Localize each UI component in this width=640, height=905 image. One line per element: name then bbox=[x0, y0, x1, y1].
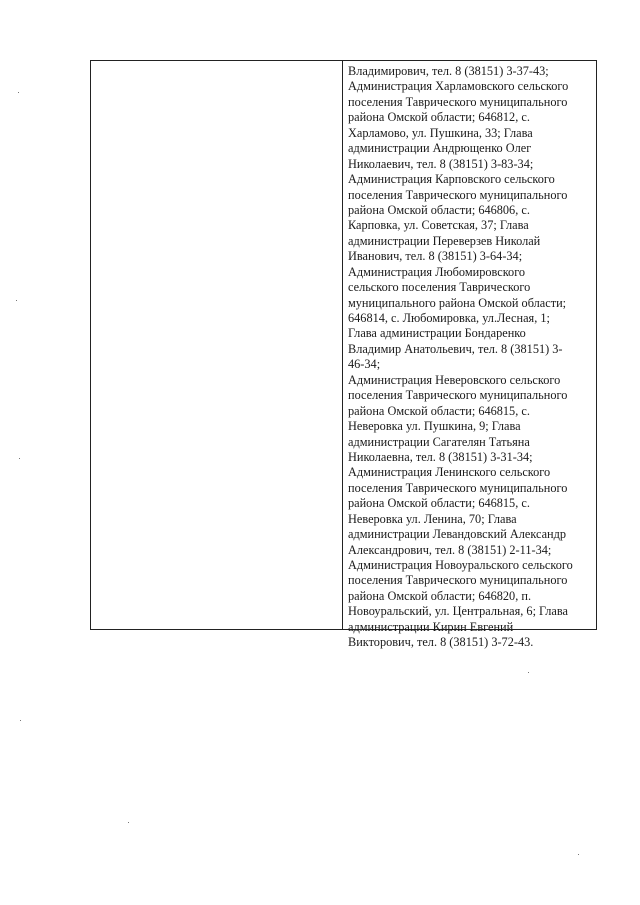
text-line: поселения Таврического муниципального bbox=[348, 94, 568, 109]
text-line: 46-34; bbox=[348, 357, 381, 372]
text-line: администрации Сагателян Татьяна bbox=[348, 434, 530, 449]
scan-speck bbox=[578, 854, 579, 855]
text-line: поселения Таврического муниципального bbox=[348, 388, 568, 403]
text-line: Администрация Ленинского сельского bbox=[348, 465, 551, 480]
text-line: 646814, с. Любомировка, ул.Лесная, 1; bbox=[348, 311, 550, 325]
text-line: Владимирович, тел. 8 (38151) 3-37-43; bbox=[348, 64, 549, 78]
text-line: поселения Таврического муниципального bbox=[348, 573, 568, 588]
text-line: Администрация Любомировского bbox=[348, 264, 526, 279]
text-line: Неверовка ул. Пушкина, 9; Глава bbox=[348, 419, 521, 434]
column-divider bbox=[342, 61, 343, 629]
text-line: Викторович, тел. 8 (38151) 3-72-43. bbox=[348, 635, 534, 650]
contacts-table bbox=[90, 60, 597, 650]
text-line: Неверовка ул. Ленина, 70; Глава bbox=[348, 511, 517, 526]
table-cell-left bbox=[91, 61, 342, 629]
scan-speck bbox=[528, 672, 529, 673]
text-line: района Омской области; 646820, п. bbox=[348, 588, 532, 603]
text-line: муниципального района Омской области; bbox=[348, 295, 567, 310]
text-line: поселения Таврического муниципального bbox=[348, 480, 568, 495]
scan-speck bbox=[18, 92, 19, 93]
text-line: администрации Левандовский Александр bbox=[348, 527, 567, 542]
text-line: поселения Таврического муниципального bbox=[348, 187, 568, 202]
scan-speck bbox=[128, 822, 129, 823]
text-line: Владимир Анатольевич, тел. 8 (38151) 3- bbox=[348, 341, 563, 356]
text-line: района Омской области; 646815, с. bbox=[348, 403, 530, 418]
text-line: Новоуральский, ул. Центральная, 6; Глава bbox=[348, 604, 568, 619]
scan-speck bbox=[19, 458, 20, 459]
text-line: администрации Кирин Евгений bbox=[348, 619, 514, 634]
text-line: Карповка, ул. Советская, 37; Глава bbox=[348, 218, 529, 233]
text-line: Николаевич, тел. 8 (38151) 3-83-34; bbox=[348, 156, 534, 171]
text-line: Глава администрации Бондаренко bbox=[348, 326, 526, 341]
text-line: сельского поселения Таврического bbox=[348, 280, 531, 295]
text-line: Администрация Новоуральского сельского bbox=[348, 558, 573, 572]
table-cell-right bbox=[348, 64, 594, 651]
text-line: Администрация Карповского сельского bbox=[348, 172, 555, 187]
text-line: администрации Переверзев Николай bbox=[348, 233, 541, 248]
text-line: Александрович, тел. 8 (38151) 2-11-34; bbox=[348, 542, 552, 557]
text-line: района Омской области; 646806, с. bbox=[348, 202, 530, 217]
text-line: Харламово, ул. Пушкина, 33; Глава bbox=[348, 125, 533, 140]
scan-speck bbox=[20, 720, 21, 721]
text-line: Николаевна, тел. 8 (38151) 3-31-34; bbox=[348, 449, 533, 464]
text-line: Иванович, тел. 8 (38151) 3-64-34; bbox=[348, 249, 523, 264]
text-line: Администрация Харламовского сельского bbox=[348, 79, 569, 94]
text-line: района Омской области; 646812, с. bbox=[348, 110, 530, 125]
text-line: Администрация Неверовского сельского bbox=[348, 372, 561, 387]
text-line: администрации Андрющенко Олег bbox=[348, 141, 532, 156]
text-line: района Омской области; 646815, с. bbox=[348, 496, 530, 511]
scan-speck bbox=[16, 300, 17, 301]
